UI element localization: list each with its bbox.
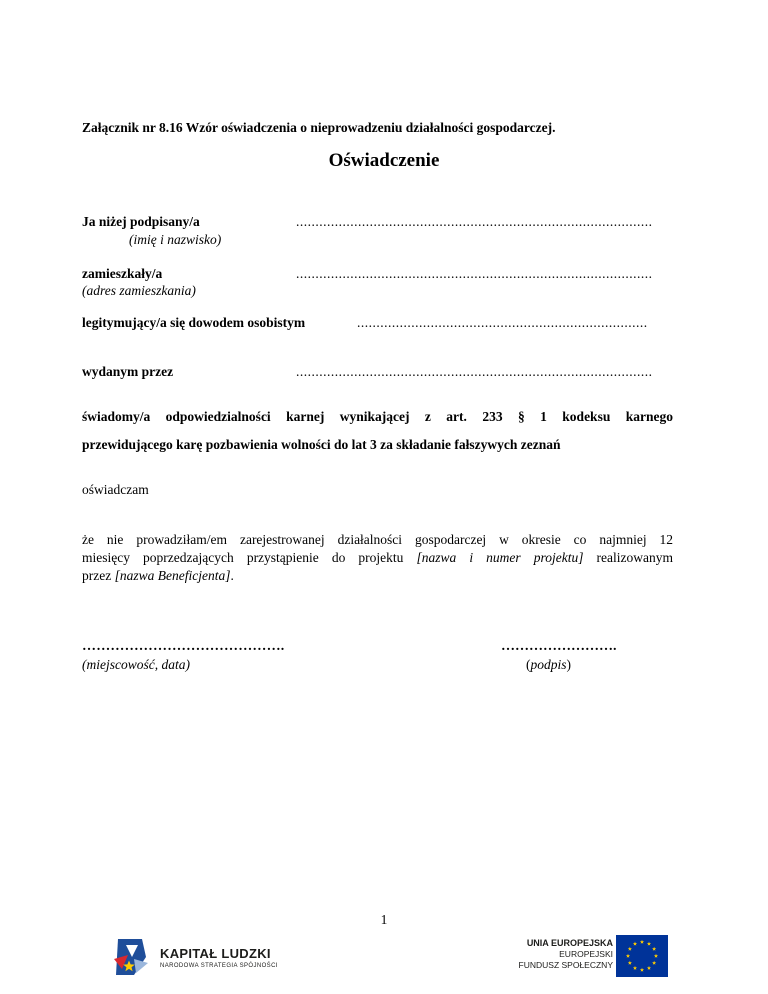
issued-by-fill-line: ............................................................................................ bbox=[296, 364, 653, 379]
kapital-ludzki-title: KAPITAŁ LUDZKI bbox=[160, 946, 271, 961]
statement-text: przez bbox=[82, 568, 115, 583]
name-label: Ja niżej podpisany/a bbox=[82, 214, 200, 229]
issued-by-label: wydanym przez bbox=[82, 364, 174, 379]
kapital-ludzki-icon bbox=[112, 935, 152, 979]
place-date-hint: (miejscowość, data) bbox=[82, 657, 190, 672]
eu-logo-text bbox=[505, 938, 613, 971]
declare-word: oświadczam bbox=[82, 482, 149, 497]
id-document-label: legitymujący/a się dowodem osobistym bbox=[82, 315, 306, 330]
statement-paragraph bbox=[82, 531, 673, 585]
statement-text: . bbox=[230, 568, 234, 583]
document-title: Oświadczenie bbox=[328, 150, 440, 171]
paren-open: ( bbox=[526, 657, 531, 672]
signature-hint-word: podpis bbox=[530, 657, 567, 672]
statement-line-3 bbox=[82, 567, 673, 585]
signature-fill-line: ……………………. bbox=[501, 639, 617, 654]
kapital-ludzki-logo bbox=[112, 935, 292, 979]
name-fill-line: ............................................................................................ bbox=[296, 214, 653, 229]
awareness-line-2: przewidującego karę pozbawienia wolności do lat 3 za składanie fałszywych zeznań bbox=[82, 437, 561, 452]
address-label: zamieszkały/a bbox=[82, 266, 163, 281]
beneficiary-placeholder: [nazwa Beneficjenta] bbox=[114, 568, 231, 583]
kapital-ludzki-subtitle: NARODOWA STRATEGIA SPÓJNOŚCI bbox=[160, 963, 278, 969]
awareness-clause bbox=[82, 403, 673, 459]
statement-line-1: że nie prowadziłam/em zarejestrowanej działalności gospodarczej w okresie co najmniej 12 bbox=[82, 532, 673, 547]
address-hint: (adres zamieszkania) bbox=[82, 283, 196, 298]
address-fill-line: ............................................................................................ bbox=[296, 266, 653, 281]
eu-line-2: EUROPEJSKI bbox=[559, 949, 613, 959]
eu-flag-icon bbox=[616, 935, 668, 977]
awareness-line-1: świadomy/a odpowiedzialności karnej wynikającej z art. 233 § 1 kodeksu karnego bbox=[82, 409, 673, 424]
signature-hint bbox=[526, 657, 571, 673]
paren-close: ) bbox=[566, 657, 572, 672]
statement-text: miesięcy poprzedzających przystąpienie do projektu bbox=[82, 550, 417, 565]
eu-line-3: FUNDUSZ SPOŁECZNY bbox=[518, 960, 613, 970]
eu-line-1: UNIA EUROPEJSKA bbox=[526, 938, 613, 948]
name-hint: (imię i nazwisko) bbox=[129, 232, 222, 247]
document-header: Załącznik nr 8.16 Wzór oświadczenia o nieprowadzeniu działalności gospodarczej. bbox=[82, 120, 556, 135]
project-placeholder: [nazwa i numer projektu] bbox=[416, 550, 584, 565]
page-number: 1 bbox=[380, 912, 388, 927]
place-date-fill-line: ……………………………………. bbox=[82, 639, 285, 654]
statement-line-2 bbox=[82, 549, 673, 567]
statement-text: realizowanym bbox=[583, 550, 674, 565]
id-document-fill-line: ........................................................................... bbox=[357, 315, 648, 330]
